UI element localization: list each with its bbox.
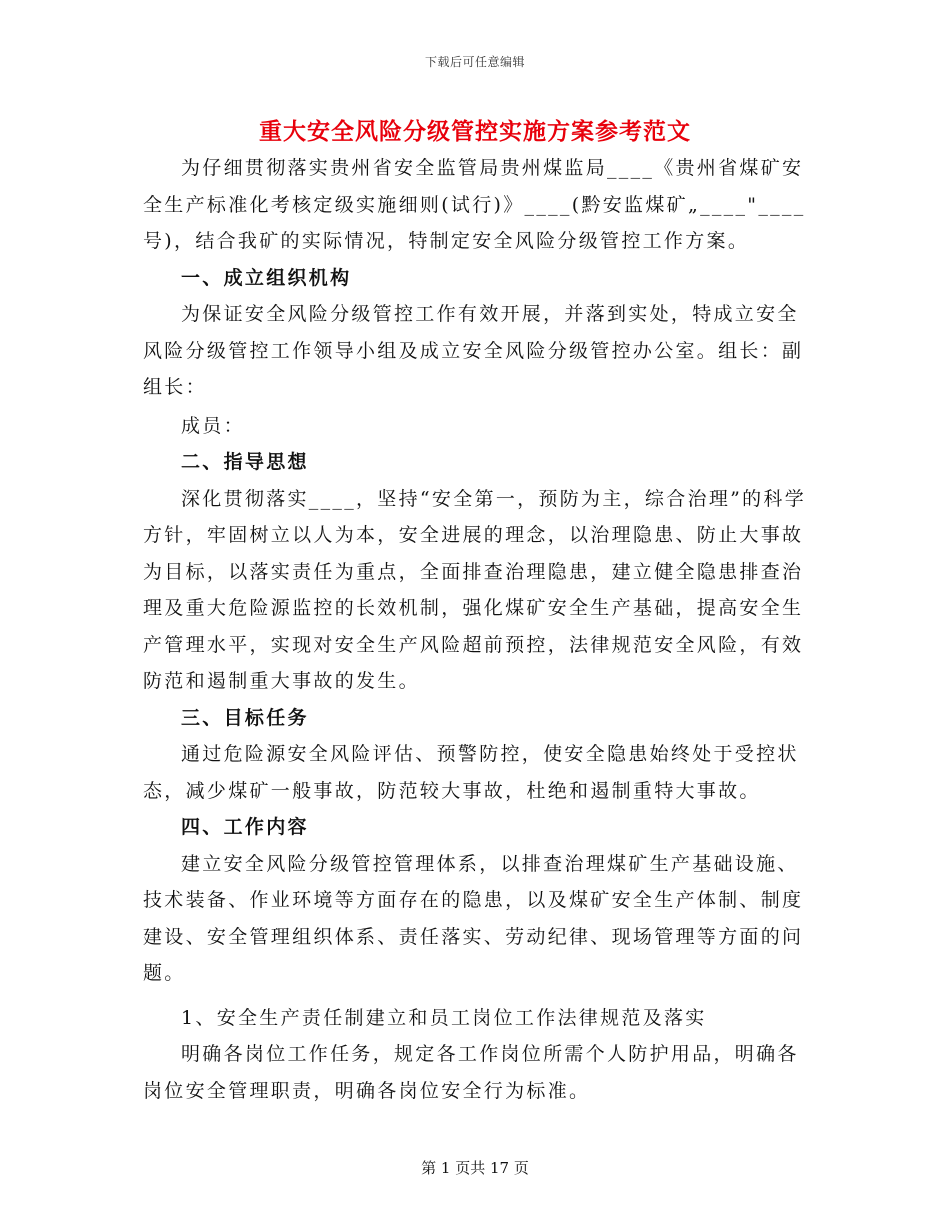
objectives-paragraph: 通过危险源安全风险评估、预警防控，使安全隐患始终处于受控状态，减少煤矿一般事故，防范较大事故，杜绝和遏制重特大事故。 bbox=[143, 743, 799, 802]
section-heading-work-content: 四、工作内容 bbox=[181, 816, 309, 838]
document-title: 重大安全风险分级管控实施方案参考范文 bbox=[259, 118, 691, 145]
page-header-note: 下载后可任意编辑 bbox=[424, 55, 525, 69]
work-content-paragraph: 建立安全风险分级管控管理体系，以排查治理煤矿生产基础设施、技术装备、作业环境等方面存在的隐患，以及煤矿安全生产体制、制度建设、安全管理组织体系、责任落实、劳动纪律、现场管理等方面的问题。 bbox=[143, 852, 804, 984]
page-number: 第 1 页共 17 页 bbox=[421, 1159, 529, 1177]
section-heading-objectives: 三、目标任务 bbox=[181, 706, 309, 729]
item1-heading: 1、安全生产责任制建立和员工岗位工作法律规范及落实 bbox=[181, 1006, 707, 1029]
section-heading-guiding-ideology: 二、指导思想 bbox=[181, 451, 309, 473]
section-heading-organization: 一、成立组织机构 bbox=[181, 266, 352, 289]
document-body bbox=[143, 150, 813, 1109]
guiding-ideology-paragraph: 深化贯彻落实____，坚持“安全第一，预防为主，综合治理”的科学方针，牢固树立以人为本，安全进展的理念，以治理隐患、防止大事故为目标，以落实责任为重点，全面排查治理隐患，建立健全隐患排查治理及重大危险源监控的长效机制，强化煤矿安全生产基础，提高安全生产管理水平，实现对安全生产风险超前预控，法律规范安全风险，有效防范和遏制重大事故的发生。 bbox=[143, 487, 807, 692]
item1-paragraph: 明确各岗位工作任务，规定各工作岗位所需个人防护用品，明确各岗位安全管理职责，明确各岗位安全行为标准。 bbox=[143, 1043, 799, 1102]
organization-paragraph: 为保证安全风险分级管控工作有效开展，并落到实处，特成立安全风险分级管控工作领导小组及成立安全风险分级管控办公室。组长：副组长： bbox=[143, 303, 804, 398]
members-paragraph: 成员： bbox=[181, 414, 245, 437]
intro-paragraph: 为仔细贯彻落实贵州省安全监管局贵州煤监局____《贵州省煤矿安全生产标准化考核定级实施细则(试行)》____(黔安监煤矿„____"____号)，结合我矿的实际情况，特制定安全风险分级管控工作方案。 bbox=[143, 157, 806, 252]
